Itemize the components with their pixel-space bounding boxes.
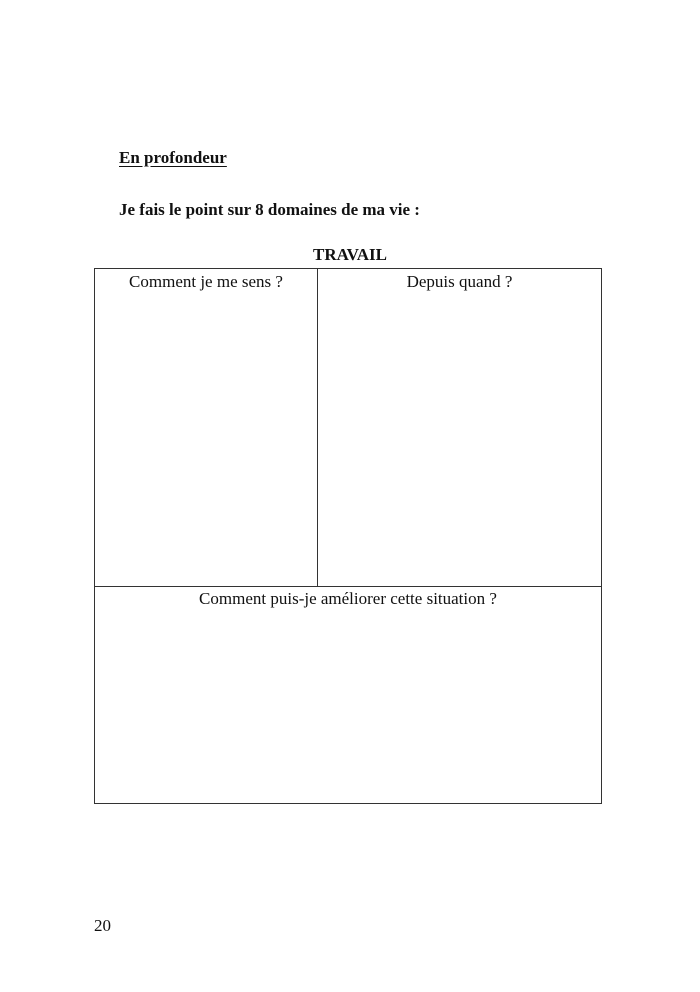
intro-text: Je fais le point sur 8 domaines de ma vie : xyxy=(119,200,420,219)
feeling-label: Comment je me sens ? xyxy=(129,272,283,291)
section-heading: En profondeur xyxy=(119,148,227,167)
since-when-cell xyxy=(318,269,601,586)
feeling-cell xyxy=(95,269,318,586)
improve-label: Comment puis-je améliorer cette situation ? xyxy=(199,589,497,608)
page-number: 20 xyxy=(94,916,111,935)
since-when-label: Depuis quand ? xyxy=(406,272,513,291)
table-title: TRAVAIL xyxy=(312,245,388,264)
improve-cell xyxy=(95,586,601,803)
worksheet-table xyxy=(94,268,602,804)
